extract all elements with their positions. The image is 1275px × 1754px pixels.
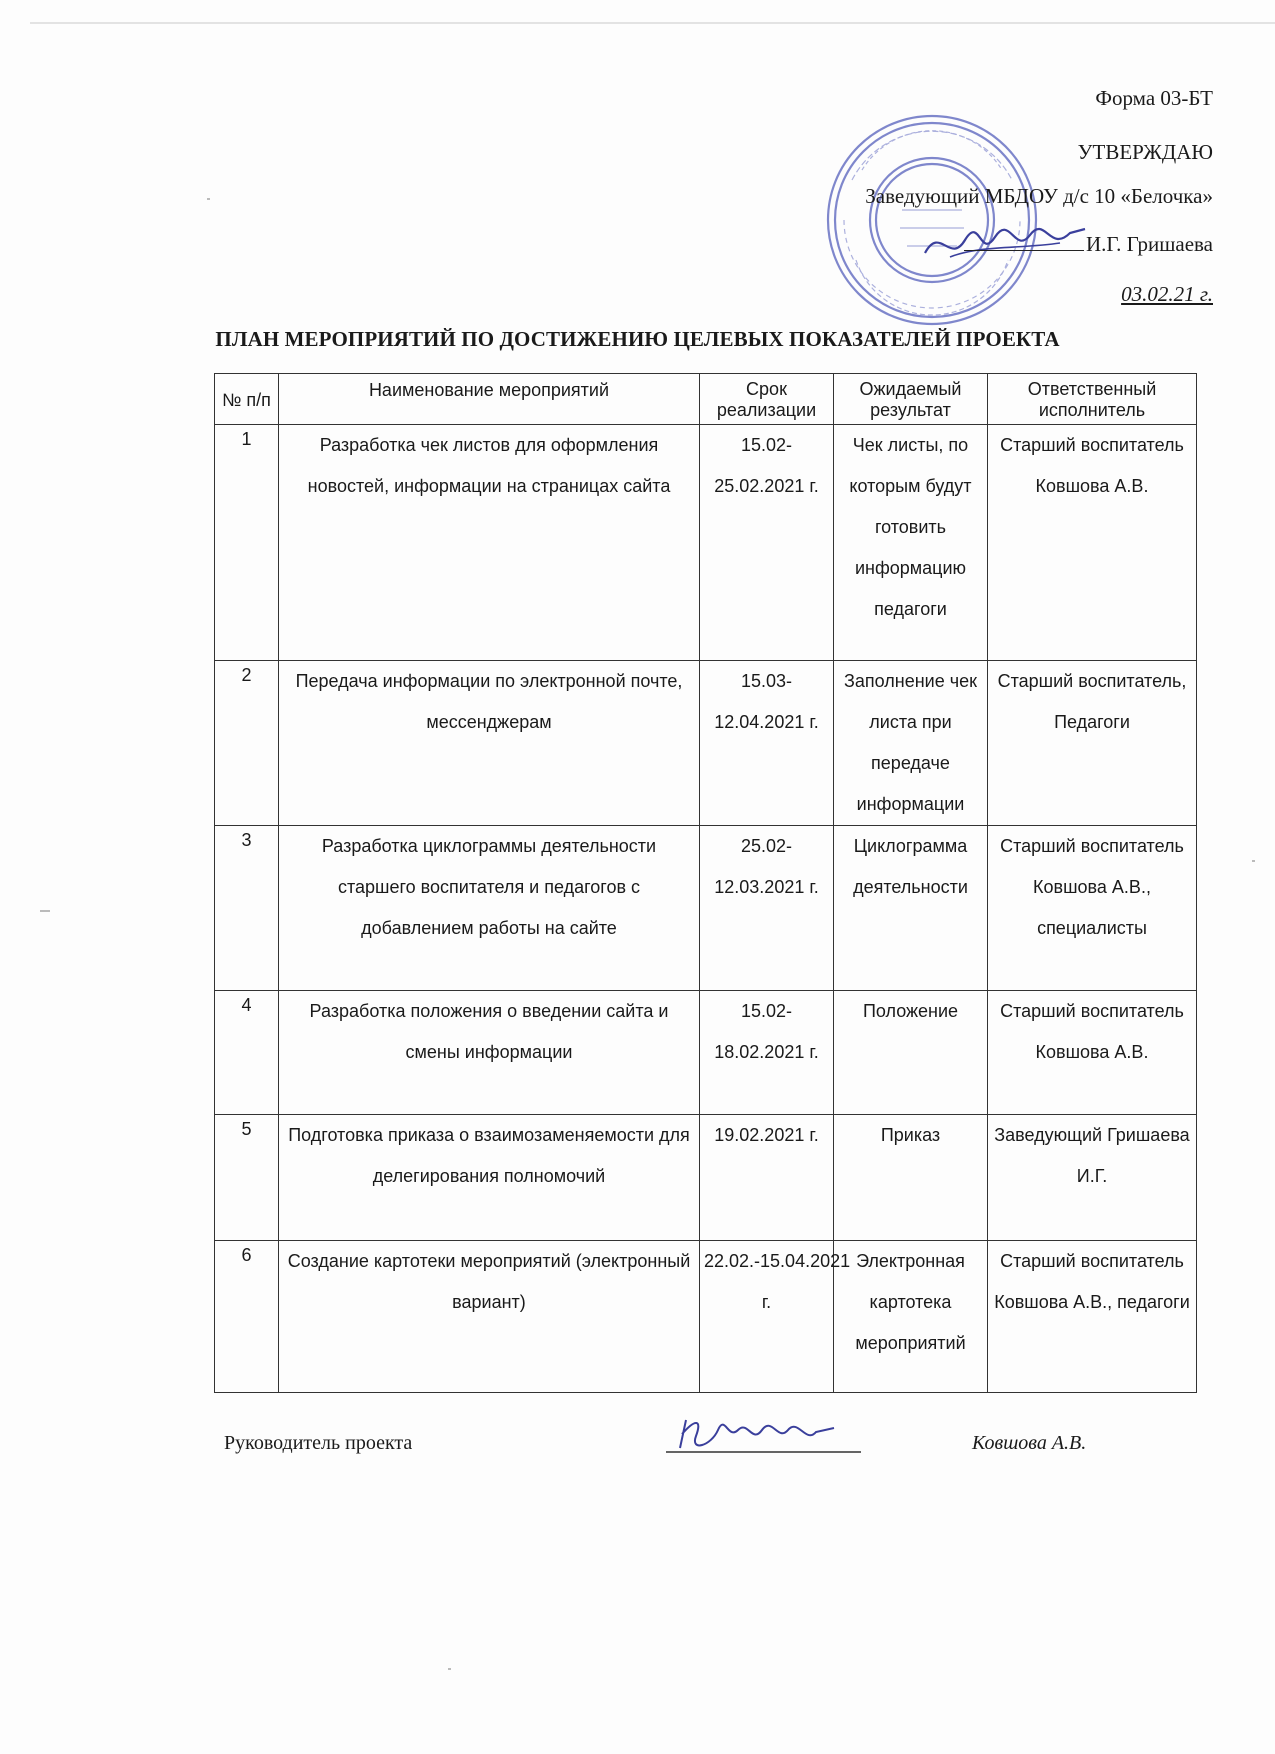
table-header-row	[215, 374, 1197, 425]
scan-speck	[207, 198, 210, 200]
row-responsible: Старший воспитатель Ковшова А.В., специалисты	[988, 826, 1197, 991]
row-term: 15.03-12.04.2021 г.	[700, 661, 834, 826]
row-result: Приказ	[834, 1115, 988, 1241]
head-signature-line	[964, 234, 1213, 255]
row-term: 19.02.2021 г.	[700, 1115, 834, 1241]
scan-edge-line	[30, 22, 1275, 24]
row-result: Циклограмма деятельности	[834, 826, 988, 991]
project-leader-name: Ковшова А.В.	[972, 1432, 1087, 1454]
table-row	[215, 425, 1197, 661]
header-result: Ожидаемый результат	[834, 374, 988, 425]
project-signature-icon	[666, 1400, 866, 1470]
row-result: Чек листы, по которым будут готовить информацию педагоги	[834, 425, 988, 661]
row-term: 22.02.-15.04.2021 г.	[700, 1241, 834, 1393]
plan-table	[214, 373, 1197, 1393]
row-name: Создание картотеки мероприятий (электронный вариант)	[279, 1241, 700, 1393]
form-code: Форма 03-БТ	[1095, 86, 1213, 110]
table-row	[215, 1241, 1197, 1393]
row-num: 6	[215, 1241, 279, 1393]
row-name: Разработка чек листов для оформления новостей, информации на страницах сайта	[279, 425, 700, 661]
table-row	[215, 826, 1197, 991]
approve-label: УТВЕРЖДАЮ	[1077, 140, 1213, 164]
row-name: Подготовка приказа о взаимозаменяемости для делегирования полномочий	[279, 1115, 700, 1241]
head-name: И.Г. Гришаева	[1085, 232, 1213, 256]
signature-blank	[964, 250, 1084, 251]
row-num: 1	[215, 425, 279, 661]
header-name: Наименование мероприятий	[279, 374, 700, 425]
scan-speck	[448, 1668, 451, 1670]
row-result: Положение	[834, 991, 988, 1115]
project-signature-block	[224, 1432, 1124, 1492]
header-responsible: Ответственный исполнитель	[988, 374, 1197, 425]
row-name: Разработка положения о введении сайта и смены информации	[279, 991, 700, 1115]
row-term: 25.02-12.03.2021 г.	[700, 826, 834, 991]
row-result: Заполнение чек листа при передаче информации	[834, 661, 988, 826]
header-term: Срок реализации	[700, 374, 834, 425]
table-row	[215, 991, 1197, 1115]
project-leader-label: Руководитель проекта	[224, 1432, 413, 1454]
row-responsible: Заведующий Гришаева И.Г.	[988, 1115, 1197, 1241]
header-num: № п/п	[215, 374, 279, 425]
row-term: 15.02-25.02.2021 г.	[700, 425, 834, 661]
head-position: Заведующий МБДОУ д/с 10 «Белочка»	[865, 184, 1213, 208]
row-term: 15.02-18.02.2021 г.	[700, 991, 834, 1115]
approve-date: 03.02.21 г.	[1121, 282, 1213, 306]
row-result: Электронная картотека мероприятий	[834, 1241, 988, 1393]
row-num: 4	[215, 991, 279, 1115]
scan-speck	[40, 910, 50, 912]
row-num: 2	[215, 661, 279, 826]
row-name: Передача информации по электронной почте, мессенджерам	[279, 661, 700, 826]
row-num: 3	[215, 826, 279, 991]
row-num: 5	[215, 1115, 279, 1241]
table-row	[215, 661, 1197, 826]
row-responsible: Старший воспитатель, Педагоги	[988, 661, 1197, 826]
row-responsible: Старший воспитатель Ковшова А.В.	[988, 991, 1197, 1115]
row-responsible: Старший воспитатель Ковшова А.В., педагоги	[988, 1241, 1197, 1393]
table-row	[215, 1115, 1197, 1241]
row-responsible: Старший воспитатель Ковшова А.В.	[988, 425, 1197, 661]
scan-speck	[1252, 860, 1255, 862]
row-name: Разработка циклограммы деятельности старшего воспитателя и педагогов с добавлением работы на сайте	[279, 826, 700, 991]
document-title: ПЛАН МЕРОПРИЯТИЙ ПО ДОСТИЖЕНИЮ ЦЕЛЕВЫХ ПОКАЗАТЕЛЕЙ ПРОЕКТА	[215, 327, 1060, 351]
